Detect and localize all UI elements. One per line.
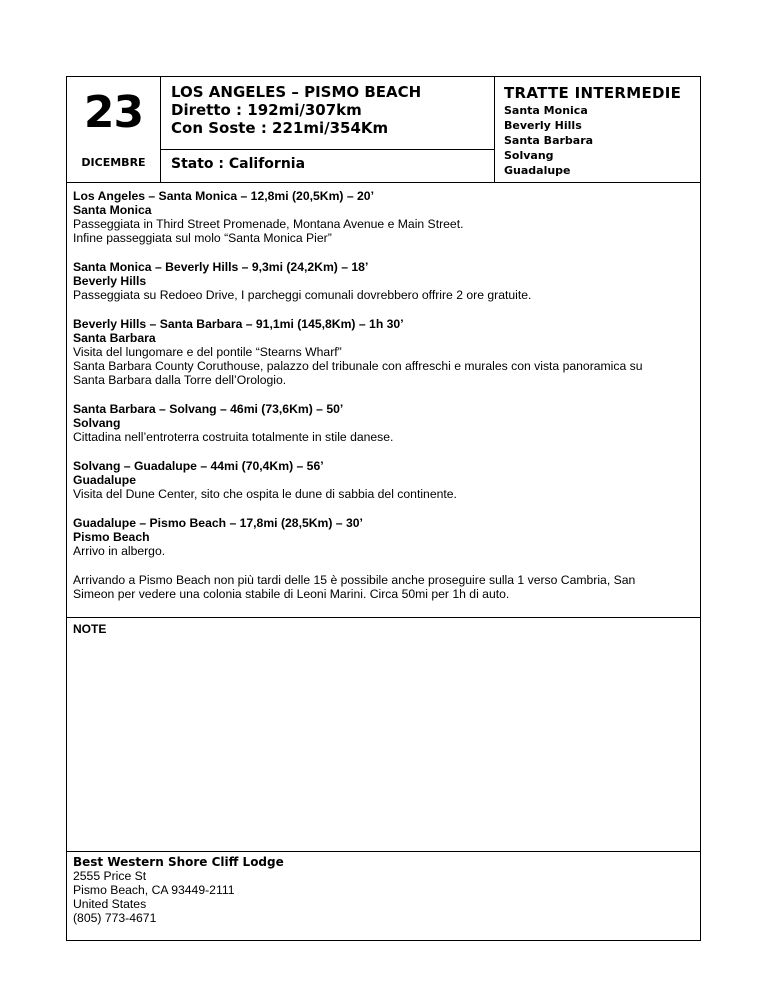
intermediate-title: TRATTE INTERMEDIE xyxy=(504,84,682,102)
stop-item: Santa Barbara xyxy=(504,134,594,147)
leg-title: Guadalupe – Pismo Beach – 17,8mi (28,5Km) – 30’ xyxy=(73,516,363,530)
divider xyxy=(160,149,495,150)
stops-distance: Con Soste : 221mi/354Km xyxy=(171,119,389,137)
itinerary-body xyxy=(66,182,701,617)
hotel-country: United States xyxy=(73,897,147,911)
leg xyxy=(73,189,694,245)
leg xyxy=(73,459,694,501)
notes-title: NOTE xyxy=(73,622,107,636)
leg-line: Passeggiata in Third Street Promenade, Montana Avenue e Main Street. xyxy=(73,217,464,231)
leg-place: Santa Monica xyxy=(73,203,152,217)
route-title: LOS ANGELES – PISMO BEACH xyxy=(171,83,422,101)
leg-line: Infine passeggiata sul molo “Santa Monica Pier” xyxy=(73,231,332,245)
leg-title: Santa Barbara – Solvang – 46mi (73,6Km) – 50’ xyxy=(73,402,344,416)
route-info xyxy=(171,83,491,137)
leg-line: Santa Barbara County Coruthouse, palazzo del tribunale con affreschi e murales con vista panoramica su xyxy=(73,359,643,373)
leg-place: Solvang xyxy=(73,416,121,430)
hotel-phone: (805) 773-4671 xyxy=(73,911,157,925)
leg xyxy=(73,317,694,387)
leg-line: Cittadina nell’entroterra costruita totalmente in stile danese. xyxy=(73,430,394,444)
extra-note xyxy=(73,573,694,601)
stop-item: Guadalupe xyxy=(504,164,571,177)
leg-line: Santa Barbara dalla Torre dell’Orologio. xyxy=(73,373,287,387)
hotel-name: Best Western Shore Cliff Lodge xyxy=(73,855,284,869)
intermediate-stops xyxy=(504,83,699,178)
stop-item: Beverly Hills xyxy=(504,119,582,132)
leg-line: Passeggiata su Redoeo Drive, I parcheggi comunali dovrebbero offrire 2 ore gratuite. xyxy=(73,288,532,302)
leg-place: Santa Barbara xyxy=(73,331,156,345)
extra-line: Arrivando a Pismo Beach non più tardi delle 15 è possibile anche proseguire sulla 1 verso Cambria, San xyxy=(73,573,636,587)
leg-place: Beverly Hills xyxy=(73,274,147,288)
leg-title: Beverly Hills – Santa Barbara – 91,1mi (145,8Km) – 1h 30’ xyxy=(73,317,404,331)
divider xyxy=(160,77,161,182)
hotel-street: 2555 Price St xyxy=(73,869,147,883)
stop-item: Solvang xyxy=(504,149,554,162)
leg-line: Arrivo in albergo. xyxy=(73,544,166,558)
leg-title: Santa Monica – Beverly Hills – 9,3mi (24,2Km) – 18’ xyxy=(73,260,369,274)
divider xyxy=(494,77,495,182)
leg-line: Visita del lungomare e del pontile “Stearns Wharf” xyxy=(73,345,342,359)
day-header xyxy=(66,76,701,182)
notes-section xyxy=(66,617,701,851)
direct-distance: Diretto : 192mi/307km xyxy=(171,101,362,119)
leg-title: Solvang – Guadalupe – 44mi (70,4Km) – 56’ xyxy=(73,459,324,473)
itinerary-page xyxy=(66,76,701,941)
hotel-info xyxy=(66,851,701,941)
month-label: DICEMBRE xyxy=(81,156,146,169)
leg-title: Los Angeles – Santa Monica – 12,8mi (20,5Km) – 20’ xyxy=(73,189,374,203)
leg-place: Pismo Beach xyxy=(73,530,150,544)
hotel-city: Pismo Beach, CA 93449-2111 xyxy=(73,883,235,897)
leg-place: Guadalupe xyxy=(73,473,136,487)
day-number: 23 xyxy=(83,87,144,138)
leg xyxy=(73,516,694,558)
state-label: Stato : California xyxy=(171,156,306,172)
stop-item: Santa Monica xyxy=(504,104,588,117)
date-box xyxy=(67,77,160,181)
extra-line: Simeon per vedere una colonia stabile di Leoni Marini. Circa 50mi per 1h di auto. xyxy=(73,587,510,601)
leg-line: Visita del Dune Center, sito che ospita le dune di sabbia del continente. xyxy=(73,487,457,501)
leg xyxy=(73,402,694,444)
leg xyxy=(73,260,694,302)
